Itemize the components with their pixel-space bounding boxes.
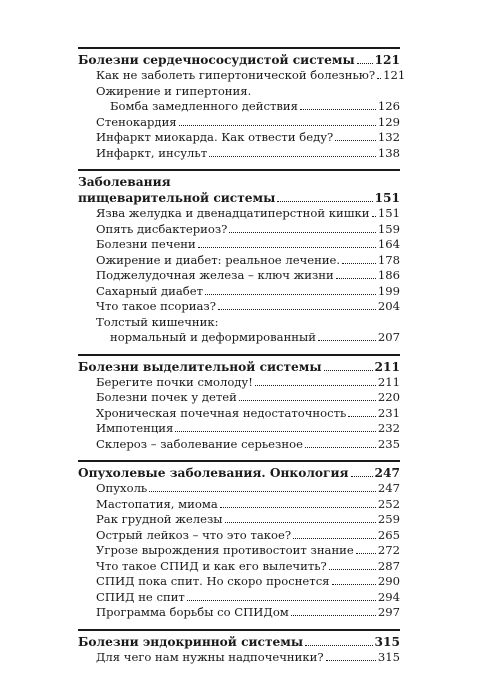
toc-entry[interactable] [78, 268, 400, 284]
entry-page-number: 231 [377, 405, 400, 420]
dot-leader [348, 416, 376, 417]
entry-page-number: 178 [377, 252, 400, 267]
entry-page-number: 159 [377, 221, 400, 236]
entry-title: Угрозе вырождения противостоит знание [96, 543, 354, 557]
dot-leader [239, 400, 376, 401]
dot-leader [356, 553, 376, 554]
toc-entry[interactable] [78, 543, 400, 559]
entry-title: Для чего нам нужны надпочечники? [96, 649, 324, 664]
toc-entry[interactable] [78, 284, 400, 300]
entry-title: Импотенция [96, 421, 174, 435]
entry-page-number: 199 [377, 283, 400, 298]
entry-title: нормальный и деформированный [110, 330, 316, 344]
entry-page-number: 204 [377, 299, 400, 313]
entry-page-number: 235 [377, 436, 400, 451]
toc-section-digestive [78, 169, 400, 346]
toc-entry[interactable] [78, 222, 400, 238]
dot-leader [187, 600, 376, 601]
dot-leader [179, 125, 376, 126]
toc-section-heading[interactable] [78, 52, 400, 68]
dot-leader [255, 385, 376, 386]
dot-leader [342, 263, 376, 264]
table-of-contents [78, 47, 406, 673]
entry-page-number: 151 [377, 206, 400, 220]
toc-section-heading[interactable] [78, 634, 400, 650]
entry-title: Инфаркт, инсульт [96, 145, 208, 160]
section-title: пищеварительной системы [78, 191, 276, 205]
toc-entry[interactable] [78, 299, 400, 315]
entry-title: Сахарный диабет [96, 283, 204, 298]
toc-entry[interactable] [78, 375, 400, 391]
toc-entry[interactable] [78, 650, 400, 666]
entry-page-number: 252 [377, 496, 400, 511]
entry-title: Берегите почки смолоду! [96, 374, 253, 389]
dot-leader [205, 294, 376, 295]
dot-leader [335, 140, 376, 141]
toc-entry[interactable] [78, 559, 400, 575]
toc-entry[interactable] [78, 406, 400, 422]
entry-title: Острый лейкоз – что это такое? [96, 527, 292, 542]
dot-leader [225, 522, 376, 523]
entry-page-number: 126 [377, 99, 400, 113]
entry-title: Склероз – заболевание серьезное [96, 436, 303, 451]
toc-section-endocrine [78, 629, 400, 666]
entry-page-number: 121 [383, 68, 406, 82]
section-page-number: 247 [374, 466, 400, 480]
entry-title-line1: Толстый кишечник: [96, 314, 219, 329]
dot-leader [305, 447, 376, 448]
toc-entry[interactable] [78, 437, 400, 453]
toc-section-oncology [78, 460, 400, 621]
toc-entry[interactable] [78, 99, 400, 115]
entry-title: Опять дисбактериоз? [96, 221, 228, 236]
dot-leader [372, 216, 376, 217]
toc-section-cardiovascular [78, 47, 406, 161]
entry-title: Язва желудка и двенадцатиперстной кишки [96, 206, 370, 220]
entry-page-number: 297 [377, 605, 400, 619]
toc-entry[interactable] [78, 605, 400, 621]
entry-title: СПИД пока спит. Но скоро проснется [96, 574, 330, 588]
entry-title: Инфаркт миокарда. Как отвести беду? [96, 130, 334, 144]
entry-title: Хроническая почечная недостаточность [96, 405, 347, 420]
entry-page-number: 220 [377, 390, 400, 404]
dot-leader [149, 491, 376, 492]
toc-section-heading[interactable] [78, 359, 400, 375]
toc-entry[interactable] [78, 330, 400, 346]
entry-title: Опухоль [96, 481, 148, 495]
section-page-number: 151 [374, 191, 400, 205]
entry-title: Болезни почек у детей [96, 390, 237, 404]
toc-entry[interactable] [78, 528, 400, 544]
entry-page-number: 290 [377, 574, 400, 588]
toc-entry[interactable] [78, 146, 400, 162]
toc-entry[interactable] [78, 115, 400, 131]
section-page-number: 315 [374, 634, 400, 649]
toc-section-heading[interactable] [78, 465, 400, 481]
entry-page-number: 138 [377, 145, 400, 160]
toc-section-heading[interactable] [78, 190, 400, 206]
dot-leader [300, 109, 376, 110]
dot-leader [329, 569, 376, 570]
section-page-number: 211 [374, 359, 400, 374]
entry-page-number: 272 [377, 543, 400, 557]
entry-page-number: 211 [377, 374, 400, 389]
entry-page-number: 232 [377, 421, 400, 435]
dot-leader [293, 538, 376, 539]
entry-title-line1: Ожирение и гипертония. [96, 83, 252, 98]
dot-leader [229, 232, 375, 233]
toc-entry[interactable] [78, 68, 406, 84]
entry-title: Стенокардия [96, 114, 177, 129]
entry-title: Болезни печени [96, 237, 196, 251]
toc-entry[interactable] [78, 130, 400, 146]
dot-leader [175, 431, 376, 432]
dot-leader [318, 340, 376, 341]
entry-title: Бомба замедленного действия [110, 99, 298, 113]
dot-leader [209, 156, 376, 157]
dot-leader [291, 615, 376, 616]
entry-title: Что такое СПИД и как его вылечить? [96, 558, 327, 573]
entry-title: СПИД не спит [96, 589, 185, 604]
toc-entry[interactable] [78, 253, 400, 269]
toc-entry[interactable] [78, 206, 400, 222]
section-title: Болезни выделительной системы [78, 359, 322, 374]
entry-title: Мастопатия, миома [96, 496, 218, 511]
entry-title: Как не заболеть гипертонической болезнью? [96, 68, 376, 82]
entry-page-number: 259 [377, 512, 400, 526]
toc-entry[interactable] [78, 574, 400, 590]
section-title: Опухолевые заболевания. Онкология [78, 466, 349, 480]
section-title-line1: Заболевания [78, 175, 171, 189]
dot-leader [332, 584, 376, 585]
toc-entry[interactable] [78, 421, 400, 437]
dot-leader [305, 645, 372, 646]
dot-leader [277, 201, 372, 202]
entry-page-number: 265 [377, 527, 400, 542]
toc-entry[interactable] [78, 512, 400, 528]
section-title: Болезни сердечнососудистой системы [78, 53, 355, 67]
entry-page-number: 132 [377, 130, 400, 144]
dot-leader [357, 63, 373, 64]
dot-leader [336, 278, 376, 279]
toc-entry[interactable] [78, 237, 400, 253]
dot-leader [220, 507, 376, 508]
dot-leader [377, 78, 381, 79]
entry-page-number: 247 [377, 481, 400, 495]
dot-leader [218, 309, 376, 310]
entry-title: Рак грудной железы [96, 512, 223, 526]
section-page-number: 121 [374, 53, 400, 67]
entry-page-number: 315 [377, 649, 400, 664]
entry-page-number: 294 [377, 589, 400, 604]
dot-leader [324, 370, 373, 371]
dot-leader [198, 247, 376, 248]
toc-entry[interactable] [78, 590, 400, 606]
entry-title: Поджелудочная железа – ключ жизни [96, 268, 334, 282]
section-title: Болезни эндокринной системы [78, 634, 304, 649]
entry-title: Что такое псориаз? [96, 299, 216, 313]
entry-page-number: 129 [377, 114, 400, 129]
entry-title: Программа борьбы со СПИДом [96, 605, 289, 619]
entry-page-number: 287 [377, 558, 400, 573]
entry-page-number: 186 [377, 268, 400, 282]
entry-page-number: 207 [377, 330, 400, 344]
dot-leader [326, 660, 376, 661]
toc-entry[interactable] [78, 390, 400, 406]
entry-page-number: 164 [377, 237, 400, 251]
toc-entry[interactable] [78, 481, 400, 497]
toc-section-excretory [78, 354, 400, 453]
toc-entry[interactable] [78, 497, 400, 513]
dot-leader [351, 476, 373, 477]
entry-title: Ожирение и диабет: реальное лечение. [96, 252, 341, 267]
